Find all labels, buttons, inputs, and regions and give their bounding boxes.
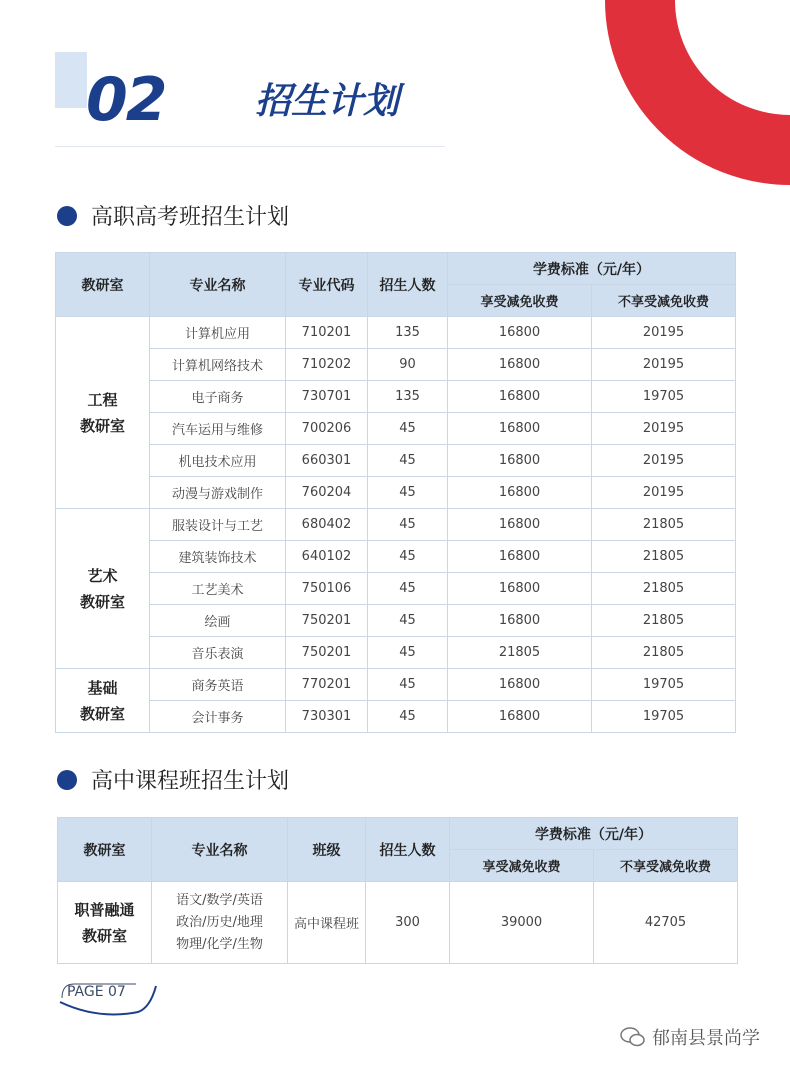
code-cell: 730301 — [286, 701, 368, 733]
count-cell: 45 — [368, 445, 448, 477]
fee-full-cell: 21805 — [592, 509, 736, 541]
major-cell: 电子商务 — [150, 381, 286, 413]
count-cell: 45 — [368, 541, 448, 573]
fee-full-cell: 19705 — [592, 701, 736, 733]
page-number: PAGE 07 — [67, 984, 126, 1000]
table-row — [56, 381, 736, 413]
fee-full-cell: 20195 — [592, 317, 736, 349]
table-row — [56, 637, 736, 669]
section-number: 02 — [86, 65, 166, 135]
header-fee: 学费标准（元/年） — [448, 253, 736, 285]
fee-reduced-cell: 16800 — [448, 541, 592, 573]
fee-reduced-cell: 16800 — [448, 701, 592, 733]
code-cell: 700206 — [286, 413, 368, 445]
major-cell: 会计事务 — [150, 701, 286, 733]
table-row — [56, 477, 736, 509]
code-cell: 680402 — [286, 509, 368, 541]
fee-full-cell: 21805 — [592, 605, 736, 637]
major-cell: 机电技术应用 — [150, 445, 286, 477]
code-cell: 710201 — [286, 317, 368, 349]
fee-full-cell: 19705 — [592, 381, 736, 413]
fee-full-cell: 21805 — [592, 573, 736, 605]
count-cell: 45 — [368, 573, 448, 605]
major-cell: 建筑装饰技术 — [150, 541, 286, 573]
major-cell: 绘画 — [150, 605, 286, 637]
count-cell: 45 — [368, 509, 448, 541]
header-room: 教研室 — [58, 818, 152, 882]
count-cell: 135 — [368, 381, 448, 413]
header-class: 班级 — [288, 818, 366, 882]
fee-reduced-cell: 16800 — [448, 445, 592, 477]
subjects-cell: 语文/数学/英语 政治/历史/地理 物理/化学/生物 — [152, 882, 288, 964]
major-cell: 计算机网络技术 — [150, 349, 286, 381]
table-row — [56, 349, 736, 381]
fee-full-cell: 20195 — [592, 477, 736, 509]
fee-full-cell: 21805 — [592, 637, 736, 669]
section1-title: 高职高考班招生计划 — [91, 205, 290, 230]
major-cell: 汽车运用与维修 — [150, 413, 286, 445]
fee-reduced-cell: 16800 — [448, 317, 592, 349]
number-accent-block — [55, 52, 87, 108]
fee-full-cell: 20195 — [592, 445, 736, 477]
code-cell: 640102 — [286, 541, 368, 573]
code-cell: 750201 — [286, 637, 368, 669]
watermark-text: 郁南县景尚学 — [652, 1028, 760, 1049]
major-cell: 计算机应用 — [150, 317, 286, 349]
class-cell: 高中课程班 — [288, 882, 366, 964]
fee-reduced-cell: 16800 — [448, 669, 592, 701]
fee-reduced-cell: 16800 — [448, 413, 592, 445]
major-cell: 商务英语 — [150, 669, 286, 701]
room-cell: 艺术 教研室 — [56, 509, 150, 669]
count-cell: 45 — [368, 669, 448, 701]
section1-heading — [57, 200, 289, 231]
fee-full-cell: 19705 — [592, 669, 736, 701]
title-divider — [55, 146, 445, 147]
header-major: 专业名称 — [150, 253, 286, 317]
code-cell: 760204 — [286, 477, 368, 509]
fee-full-cell: 20195 — [592, 349, 736, 381]
table-row — [56, 541, 736, 573]
header-fee-reduced: 享受减免收费 — [450, 850, 594, 882]
watermark — [620, 1024, 760, 1050]
code-cell: 750201 — [286, 605, 368, 637]
table-row — [58, 882, 738, 964]
header-fee-full: 不享受减免收费 — [594, 850, 738, 882]
table-highschool-plan — [57, 817, 738, 964]
header-count: 招生人数 — [366, 818, 450, 882]
fee-reduced-cell: 16800 — [448, 573, 592, 605]
code-cell: 660301 — [286, 445, 368, 477]
fee-full-cell: 42705 — [594, 882, 738, 964]
major-cell: 工艺美术 — [150, 573, 286, 605]
major-cell: 动漫与游戏制作 — [150, 477, 286, 509]
code-cell: 730701 — [286, 381, 368, 413]
section2-heading — [57, 764, 289, 795]
table-row — [56, 573, 736, 605]
section2-title: 高中课程班招生计划 — [91, 769, 290, 794]
count-cell: 45 — [368, 637, 448, 669]
header-count: 招生人数 — [368, 253, 448, 317]
bullet-dot-icon — [57, 770, 77, 790]
major-cell: 服装设计与工艺 — [150, 509, 286, 541]
fee-reduced-cell: 16800 — [448, 381, 592, 413]
table-row — [56, 669, 736, 701]
code-cell: 750106 — [286, 573, 368, 605]
count-cell: 300 — [366, 882, 450, 964]
code-cell: 710202 — [286, 349, 368, 381]
fee-reduced-cell: 21805 — [448, 637, 592, 669]
fee-reduced-cell: 39000 — [450, 882, 594, 964]
table-row — [56, 317, 736, 349]
count-cell: 45 — [368, 477, 448, 509]
header-room: 教研室 — [56, 253, 150, 317]
wechat-icon — [620, 1027, 646, 1047]
page-title: 招生计划 — [255, 81, 400, 122]
fee-reduced-cell: 16800 — [448, 349, 592, 381]
room-cell: 职普融通 教研室 — [58, 882, 152, 964]
major-cell: 音乐表演 — [150, 637, 286, 669]
header-fee-full: 不享受减免收费 — [592, 285, 736, 317]
table-vocational-plan — [55, 252, 736, 733]
room-cell: 工程 教研室 — [56, 317, 150, 509]
header-code: 专业代码 — [286, 253, 368, 317]
count-cell: 45 — [368, 605, 448, 637]
header-major: 专业名称 — [152, 818, 288, 882]
fee-full-cell: 20195 — [592, 413, 736, 445]
fee-reduced-cell: 16800 — [448, 509, 592, 541]
table-row — [56, 701, 736, 733]
room-cell: 基础 教研室 — [56, 669, 150, 733]
header-fee-reduced: 享受减免收费 — [448, 285, 592, 317]
fee-reduced-cell: 16800 — [448, 477, 592, 509]
count-cell: 90 — [368, 349, 448, 381]
fee-reduced-cell: 16800 — [448, 605, 592, 637]
count-cell: 45 — [368, 413, 448, 445]
header-fee: 学费标准（元/年） — [450, 818, 738, 850]
fee-full-cell: 21805 — [592, 541, 736, 573]
table-row — [56, 413, 736, 445]
count-cell: 135 — [368, 317, 448, 349]
table-row — [56, 445, 736, 477]
table-row — [56, 509, 736, 541]
code-cell: 770201 — [286, 669, 368, 701]
count-cell: 45 — [368, 701, 448, 733]
bullet-dot-icon — [57, 206, 77, 226]
table-row — [56, 605, 736, 637]
